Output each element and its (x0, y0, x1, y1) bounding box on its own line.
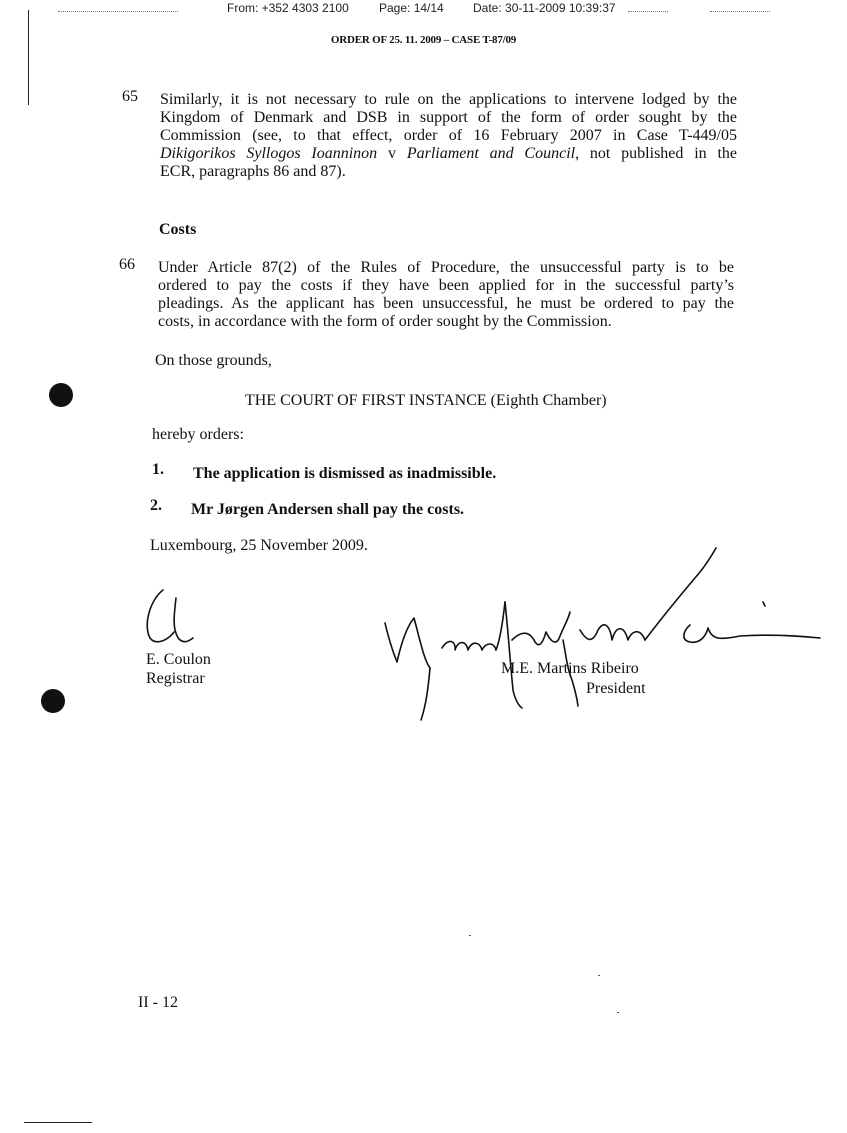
case-party-italic: Parliament and Council (406, 145, 576, 162)
court-title: THE COURT OF FIRST INSTANCE (Eighth Chamber) (245, 392, 607, 409)
paragraph-text: , not published in the (575, 145, 738, 162)
paragraph-line: ECR, paragraphs 86 and 87). (160, 163, 346, 180)
president-signature (385, 618, 430, 668)
scan-speck (469, 935, 471, 936)
bottom-line (24, 1122, 92, 1123)
registrar-signature (147, 590, 174, 642)
page-number: II - 12 (138, 994, 178, 1011)
costs-heading: Costs (159, 221, 197, 238)
place-date: Luxembourg, 25 November 2009. (150, 537, 368, 554)
president-title: President (586, 680, 646, 697)
registrar-title: Registrar (146, 670, 205, 687)
president-signature (496, 602, 505, 650)
order-number-2: 2. (150, 497, 162, 514)
running-header: ORDER OF 25. 11. 2009 – CASE T-87/09 (330, 34, 517, 46)
paragraph-line: costs, in accordance with the form of order sought by the Commission. (158, 313, 612, 330)
registrar-name: E. Coulon (146, 651, 211, 668)
paragraph-number-66: 66 (119, 256, 135, 273)
paragraph-line: ordered to pay the costs if they have been applied for in the successful party’s (158, 277, 734, 294)
versus-text: v (377, 145, 407, 162)
order-item-2: Mr Jørgen Andersen shall pay the costs. (191, 501, 465, 518)
president-signature (763, 602, 765, 606)
order-number-1: 1. (152, 461, 164, 478)
fax-date: Date: 30-11-2009 10:39:37 (473, 1, 616, 15)
president-name: M.E. Martins Ribeiro (501, 660, 639, 677)
registrar-signature (174, 598, 193, 642)
order-item-1: The application is dismissed as inadmissible. (193, 465, 497, 482)
case-party-italic: Dikigorikos Syllogos Ioanninon (160, 145, 378, 162)
paragraph-line: pleadings. As the applicant has been unsuccessful, he must be ordered to pay the (158, 295, 734, 312)
president-signature (442, 641, 496, 650)
paragraph-line: Kingdom of Denmark and DSB in support of the form of order sought by the (160, 109, 737, 126)
fax-page: Page: 14/14 (379, 1, 444, 15)
fax-from: From: +352 4303 2100 (227, 1, 349, 15)
orders-intro: hereby orders: (152, 426, 244, 443)
paragraph-line: Commission (see, to that effect, order of 16 February 2007 in Case T-449/05 (160, 127, 737, 144)
president-signature (580, 625, 645, 640)
president-signature (505, 602, 522, 708)
grounds-text: On those grounds, (155, 352, 272, 369)
president-signature (421, 668, 430, 720)
paragraph-line: Under Article 87(2) of the Rules of Procedure, the unsuccessful party is to be (158, 259, 734, 276)
president-signature (645, 548, 716, 640)
scan-speck (598, 975, 600, 976)
paragraph-line: Similarly, it is not necessary to rule on the applications to intervene lodged by the (160, 91, 737, 108)
scan-speck (617, 1012, 619, 1013)
president-signature (512, 612, 570, 645)
president-signature (684, 625, 820, 642)
paragraph-number-65: 65 (122, 88, 138, 105)
